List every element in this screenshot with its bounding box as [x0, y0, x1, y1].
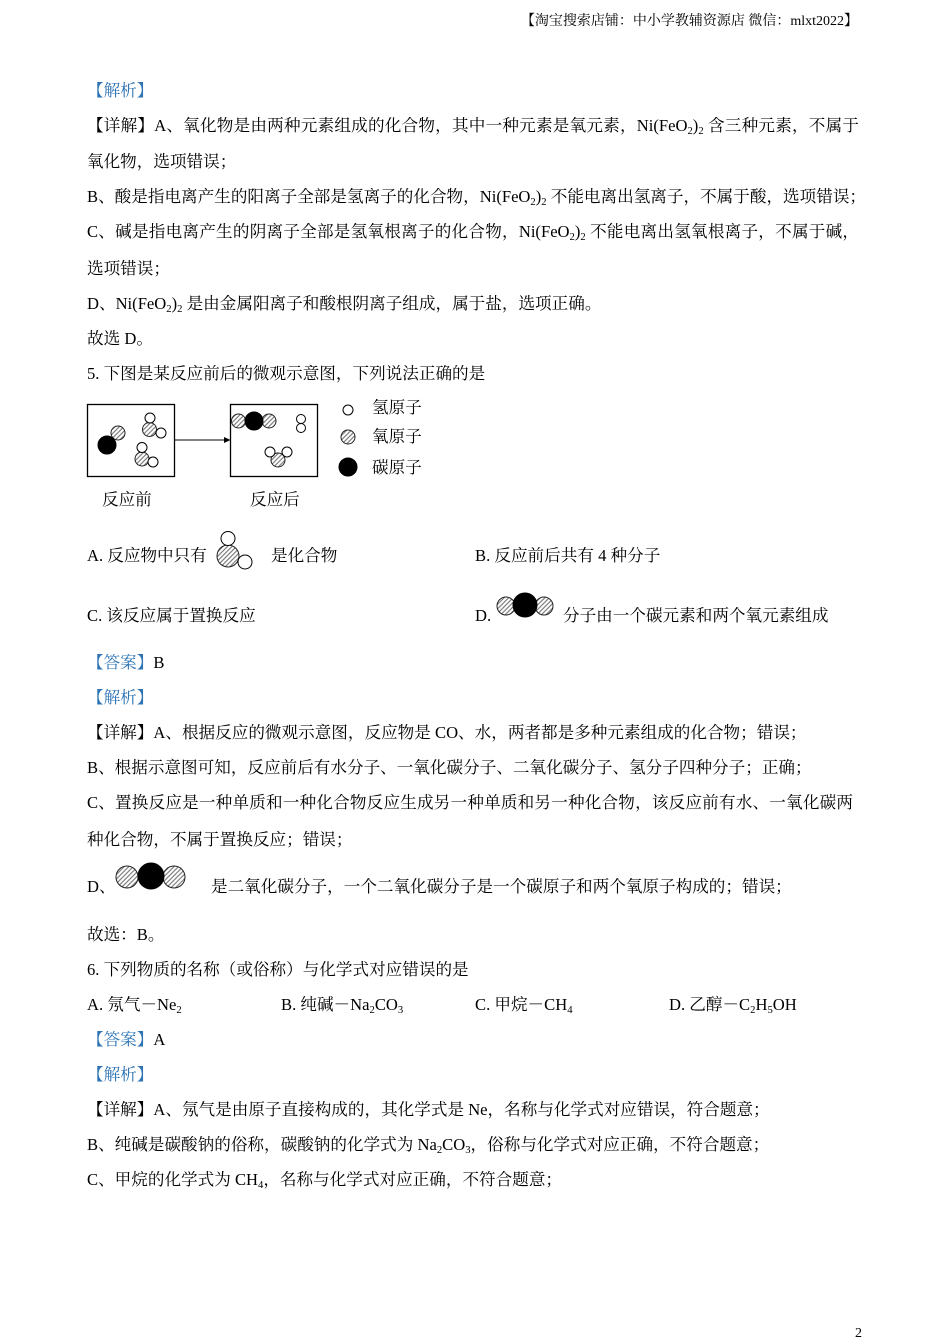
answer-value: B [153, 653, 165, 672]
subscript: 2 [530, 196, 536, 208]
oxygen-atom [163, 866, 185, 888]
q5-option-b: B. 反应前后共有 4 种分子 [475, 546, 661, 565]
q4-explanation-line: 选项错误； [87, 259, 170, 278]
q5-explanation-d-prefix: D、 [87, 877, 116, 896]
water-molecule [265, 447, 292, 467]
subscript: 2 [569, 231, 575, 243]
hydrogen-atom [265, 447, 275, 457]
answer-label: 【答案】 [87, 1030, 154, 1049]
carbon-dioxide-molecule-icon [495, 591, 557, 621]
subscript: 4 [258, 1179, 264, 1191]
q5-option-a-text: A. 反应物中只有 [87, 546, 207, 565]
q4-explanation-line: B、酸是指电离产生的阳离子全部是氢离子的化合物，$Ni(FeO_2)_2$ 不能电离出氢离子，不属于酸，选项错误； [87, 187, 867, 208]
subscript: 2 [698, 125, 704, 137]
q5-option-d-suffix: 分子由一个碳元素和两个氧元素组成 [563, 606, 829, 625]
q4-conclusion: 故选 D。 [87, 329, 153, 348]
hydrogen-atom [137, 443, 147, 453]
carbon-dioxide-molecule [232, 412, 277, 430]
answer-label: 【答案】 [87, 653, 154, 672]
legend-label-oxygen: 氧原子 [372, 427, 422, 446]
q5-option-d-text: D. [475, 606, 492, 625]
oxygen-atom [116, 866, 138, 888]
q4-explanation-line: 【详解】A、氧化物是由两种元素组成的化合物，其中一种元素是氧元素，$Ni(FeO_2)_2$ 含三种元素，不属于 [87, 116, 859, 137]
subscript: 2 [541, 196, 547, 208]
q5-analysis-label: 【解析】 [87, 688, 154, 707]
oxygen-atom [497, 597, 515, 615]
q6-option-d: D. 乙醇$-C_2H_5OH$ [669, 995, 797, 1016]
q6-answer [87, 1028, 165, 1052]
subscript: 4 [567, 1004, 573, 1016]
q4-explanation-line: D、$Ni(FeO_2)_2$ 是由金属阳离子和酸根阴离子组成，属于盐，选项正确。 [87, 294, 602, 315]
q5-explanation-line: 种化合物，不属于置换反应；错误； [87, 830, 353, 849]
subscript: 3 [397, 1004, 404, 1016]
q5-option-a-suffix: 是化合物 [271, 546, 338, 565]
hydrogen-atom [297, 415, 306, 424]
q6-explanation-line: C、甲烷的化学式为 $CH_4$，名称与化学式对应正确，不符合题意； [87, 1170, 563, 1191]
oxygen-atom [135, 452, 149, 466]
q6-option-c: C. 甲烷$-CH_4$ [475, 995, 573, 1016]
subscript: 2 [176, 1004, 182, 1016]
page-number: 2 [855, 1326, 862, 1341]
q5-explanation-line: C、置换反应是一种单质和一种化合物反应生成另一种单质和另一种化合物，该反应前有水、一氧化碳两 [87, 793, 853, 812]
q6-option-a: A. 氖气$-Ne_2$ [87, 995, 182, 1016]
carbon-atom [98, 436, 116, 454]
subscript: 2 [750, 1004, 756, 1016]
subscript: 2 [580, 231, 586, 243]
oxygen-atom [217, 545, 239, 567]
hydrogen-atom [297, 424, 306, 433]
water-molecule [135, 443, 158, 468]
subscript: 3 [465, 1144, 471, 1156]
subscript: 2 [687, 125, 693, 137]
q5-explanation-line: B、根据示意图可知，反应前后有水分子、一氧化碳分子、二氧化碳分子、氢分子四种分子；正确； [87, 758, 812, 777]
water-molecule [143, 413, 167, 438]
carbon-atom [513, 593, 537, 617]
reaction-arrow [174, 437, 231, 443]
after-reaction-label: 反应后 [250, 490, 300, 509]
q4-explanation-line: C、碱是指电离产生的阴离子全部是氢氧根离子的化合物，$Ni(FeO_2)_2$ 不能电离出氢氧根离子，不属于碱， [87, 222, 859, 243]
subscript: 2 [369, 1004, 375, 1016]
q5-conclusion: 故选：B。 [87, 925, 165, 944]
q6-analysis-label: 【解析】 [87, 1065, 154, 1084]
q5-explanation-line: 【详解】A、根据反应的微观示意图，反应物是 CO、水，两者都是多种元素组成的化合物；错误； [87, 723, 807, 742]
hydrogen-atom-icon [343, 405, 353, 415]
q4-analysis-label: 【解析】 [87, 81, 154, 100]
q6-explanation-line: B、纯碱是碳酸钠的俗称，碳酸钠的化学式为 $Na_2CO_3$，俗称与化学式对应正确，不符合题意； [87, 1135, 770, 1156]
carbon-atom [245, 412, 263, 430]
legend-label-hydrogen: 氢原子 [372, 398, 422, 417]
q5-stem: 5. 下图是某反应前后的微观示意图，下列说法正确的是 [87, 364, 486, 383]
oxygen-atom [262, 414, 276, 428]
q5-option-c: C. 该反应属于置换反应 [87, 606, 256, 625]
oxygen-atom [535, 597, 553, 615]
q6-option-b: B. 纯碱$-Na_2CO_3$ [281, 995, 404, 1016]
hydrogen-atom [282, 447, 292, 457]
q6-stem: 6. 下列物质的名称（或俗称）与化学式对应错误的是 [87, 960, 469, 979]
carbon-atom [138, 863, 164, 889]
reaction-diagram [85, 400, 365, 480]
hydrogen-atom [221, 532, 235, 546]
page-header: 【淘宝搜索店铺：中小学教辅资源店 微信：mlxt2022】 [520, 14, 858, 29]
hydrogen-atom [148, 457, 158, 467]
before-reaction-label: 反应前 [102, 490, 152, 509]
hydrogen-atom [145, 413, 155, 423]
carbon-dioxide-molecule-icon [114, 861, 188, 893]
q6-explanation-line: 【详解】A、氖气是由原子直接构成的，其化学式是 Ne，名称与化学式对应错误，符合题意； [87, 1100, 770, 1119]
oxygen-atom [143, 423, 157, 437]
subscript: 2 [177, 303, 183, 315]
answer-value: A [153, 1030, 166, 1049]
q5-answer [87, 651, 164, 675]
q5-explanation-d-text: 是二氧化碳分子，一个二氧化碳分子是一个碳原子和两个氧原子构成的；错误； [211, 877, 792, 896]
oxygen-atom [232, 414, 246, 428]
legend-label-carbon: 碳原子 [372, 458, 422, 477]
carbon-monoxide-molecule [98, 426, 125, 454]
subscript: 5 [767, 1004, 773, 1016]
oxygen-atom-icon [341, 430, 355, 444]
hydrogen-atom [238, 555, 252, 569]
water-molecule-icon [212, 528, 256, 574]
hydrogen-molecule [297, 415, 306, 433]
subscript: 2 [436, 1144, 443, 1156]
subscript: 2 [166, 303, 172, 315]
hydrogen-atom [156, 428, 166, 438]
q4-explanation-line: 氧化物，选项错误； [87, 152, 237, 171]
carbon-atom-icon [339, 458, 357, 476]
